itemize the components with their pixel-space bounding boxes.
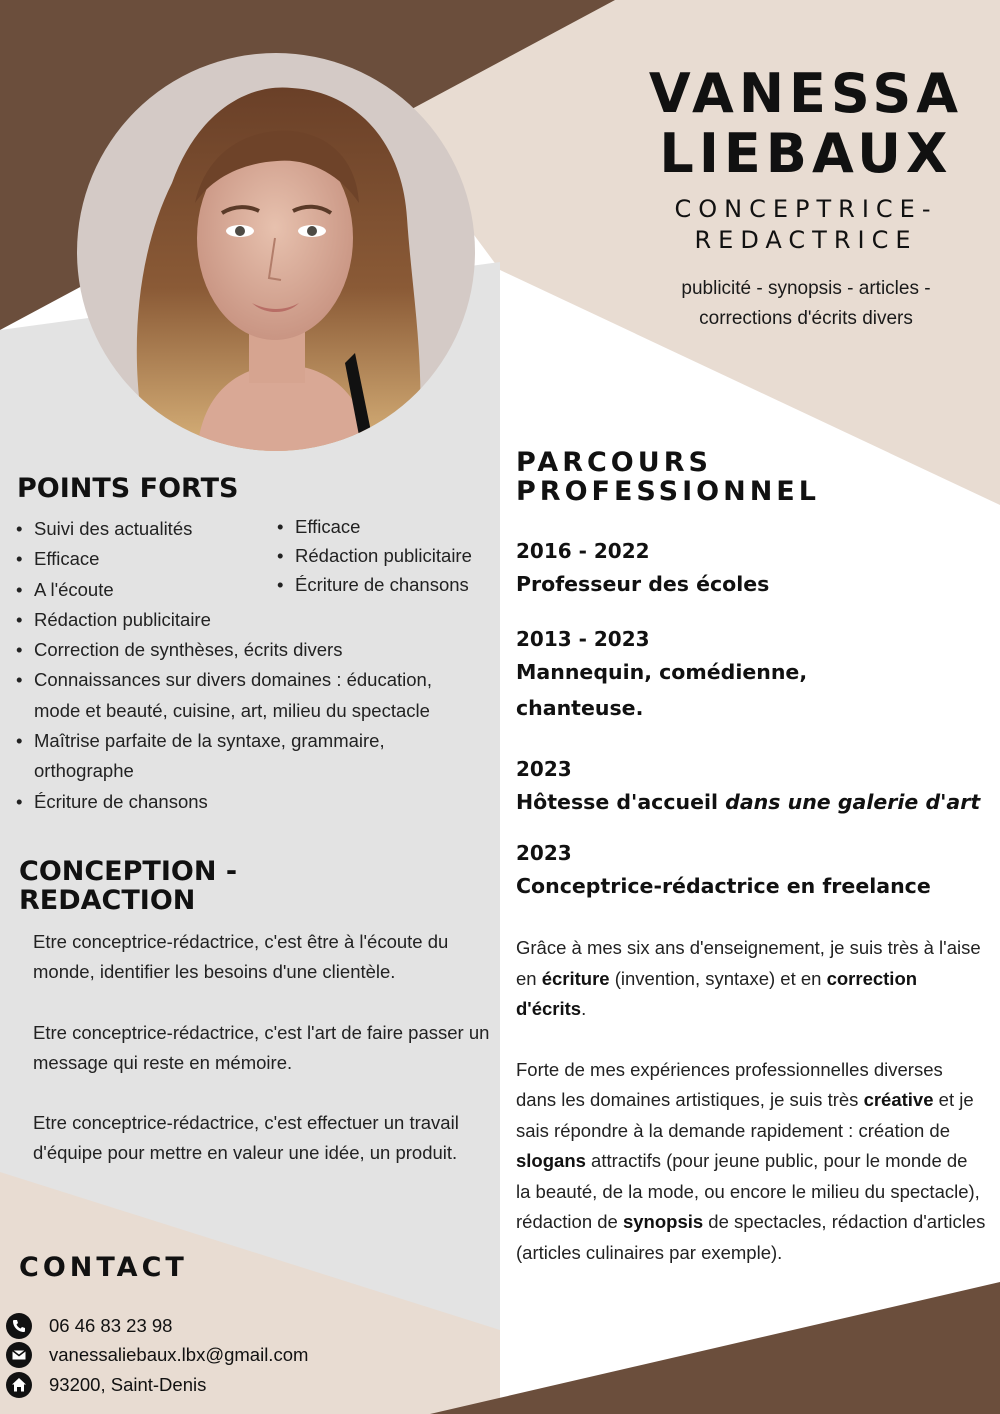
job-title: Conceptrice-rédactrice en freelance <box>516 874 931 898</box>
job-title: Professeur des écoles <box>516 572 770 596</box>
list-item: • Maîtrise parfaite de la syntaxe, grammaire, orthographe <box>16 726 496 787</box>
tagline <box>600 274 1000 334</box>
portrait-photo <box>77 53 475 451</box>
job-title <box>600 194 1000 256</box>
career-jobs <box>516 536 996 904</box>
list-item: • Écriture de chansons <box>16 787 496 817</box>
contact-email-text: vanessaliebaux.lbx@gmail.com <box>49 1344 309 1366</box>
career-title: PARCOURS PROFESSIONNEL <box>516 447 820 507</box>
career-description <box>516 933 986 1298</box>
job-years: 2023 <box>516 757 572 781</box>
job-title: Hôtesse d'accueil dans une galerie d'art <box>516 790 981 814</box>
job-title-line2: REDACTRICE <box>694 226 918 254</box>
strengths-side-list <box>277 512 507 599</box>
tagline-line2: corrections d'écrits divers <box>699 308 913 329</box>
list-item: • Rédaction publicitaire <box>277 541 507 570</box>
job-entry <box>516 536 996 624</box>
phone-icon <box>6 1313 32 1339</box>
contact-title: CONTACT <box>19 1252 188 1283</box>
description-paragraph: Forte de mes expériences professionnelles diverses dans les domaines artistiques, je suis très créative et je sais répondre à la demande rapidement : création de slogans attractifs (pour jeune public, pour le monde de la beauté, de la mode, ou encore le milieu du spectacle), rédaction de synopsis de spectacles, rédaction d'articles (articles culinaires par exemple). <box>516 1058 986 1263</box>
list-item: • Efficace <box>277 512 507 541</box>
email-icon <box>6 1342 32 1368</box>
contact-phone[interactable] <box>6 1311 426 1341</box>
description-paragraph: Grâce à mes six ans d'enseignement, je suis très à l'aise en écriture (invention, syntaxe) et en correction d'écrits. <box>516 937 981 1019</box>
job-years: 2013 - 2023 <box>516 627 650 651</box>
conception-title: CONCEPTION - REDACTION <box>19 856 238 916</box>
conception-paragraph: Etre conceptrice-rédactrice, c'est l'art de faire passer un message qui reste en mémoire. <box>33 1021 490 1073</box>
tagline-line1: publicité - synopsis - articles - <box>681 278 931 299</box>
job-title-line1: CONCEPTRICE- <box>674 195 938 223</box>
last-name: LIEBAUX <box>659 122 953 185</box>
job-entry <box>516 838 996 904</box>
list-item: • Suivi des actualités <box>16 514 496 544</box>
contact-address-text: 93200, Saint-Denis <box>49 1373 207 1395</box>
list-item: • Correction de synthèses, écrits divers <box>16 635 496 665</box>
list-item: • Rédaction publicitaire <box>16 605 496 635</box>
conception-paragraph: Etre conceptrice-rédactrice, c'est effectuer un travail d'équipe pour mettre en valeur une idée, un produit. <box>33 1112 459 1164</box>
job-entry <box>516 754 996 838</box>
conception-paragraph: Etre conceptrice-rédactrice, c'est être à l'écoute du monde, identifier les besoins d'une clientèle. <box>33 931 449 983</box>
conception-text <box>33 927 498 1199</box>
job-years: 2023 <box>516 841 572 865</box>
job-entry <box>516 624 996 754</box>
list-item: • Connaissances sur divers domaines : éducation, mode et beauté, cuisine, art, milieu du spectacle <box>16 665 496 726</box>
home-icon <box>6 1372 32 1398</box>
job-title: Mannequin, comédienne, <box>516 660 808 684</box>
contact-phone-text: 06 46 83 23 98 <box>49 1314 173 1336</box>
contact-list <box>6 1311 426 1400</box>
header-name-block <box>600 64 1000 334</box>
list-item: • Efficace <box>16 544 496 574</box>
list-item: • Écriture de chansons <box>277 570 507 599</box>
strengths-title: POINTS FORTS <box>17 473 239 504</box>
contact-email[interactable] <box>6 1341 426 1371</box>
job-years: 2016 - 2022 <box>516 539 650 563</box>
first-name: VANESSA <box>648 62 964 125</box>
list-item: • A l'écoute <box>16 575 496 605</box>
job-title-cont: chanteuse. <box>516 696 644 720</box>
contact-address <box>6 1370 426 1400</box>
